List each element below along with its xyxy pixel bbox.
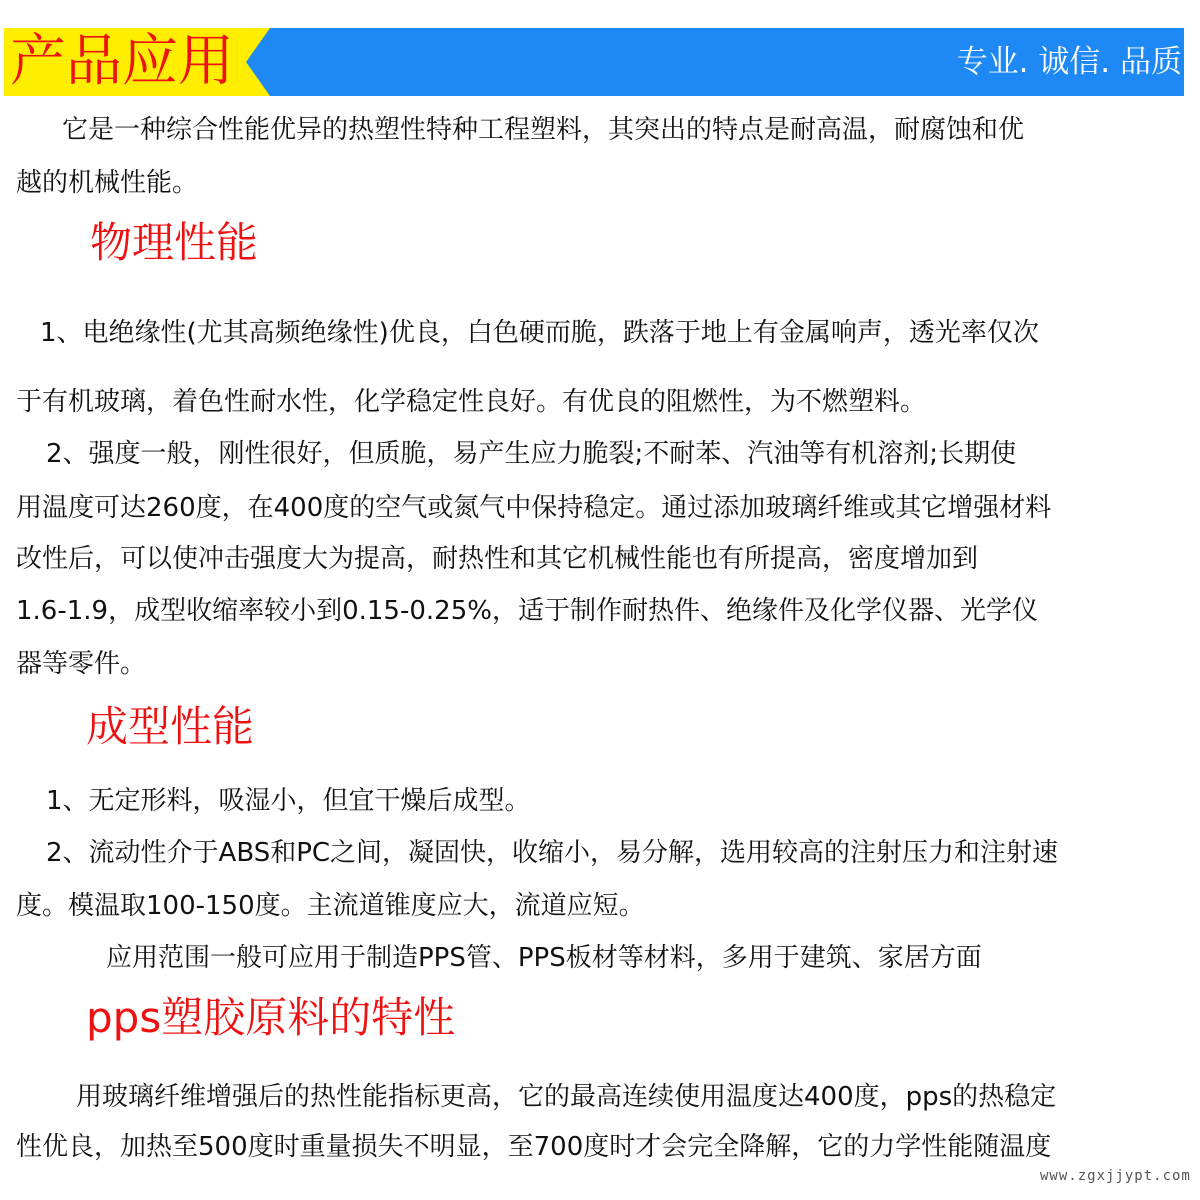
paragraph-line: 2、流动性介于ABS和PC之间，凝固快，收缩小，易分解，选用较高的注射压力和注射速: [46, 838, 1059, 868]
paragraph-line: 1、无定形料，吸湿小，但宜干燥后成型。: [46, 786, 531, 816]
section-heading-pps: pps塑胶原料的特性: [86, 993, 456, 1042]
intro-line: 它是一种综合性能优异的热塑性特种工程塑料，其突出的特点是耐高温，耐腐蚀和优: [62, 115, 1025, 145]
header-banner: [4, 28, 1184, 96]
paragraph-line: 性优良，加热至500度时重量损失不明显，至700度时才会完全降解，它的力学性能随温度: [16, 1132, 1052, 1162]
paragraph-line: 用玻璃纤维增强后的热性能指标更高，它的最高连续使用温度达400度，pps的热稳定: [76, 1082, 1057, 1112]
paragraph-line: 1.6-1.9，成型收缩率较小到0.15-0.25%，适于制作耐热件、绝缘件及化学仪器、光学仪: [16, 596, 1038, 626]
section-heading-physical: 物理性能: [90, 218, 259, 267]
paragraph-line: 用温度可达260度，在400度的空气或氮气中保持稳定。通过添加玻璃纤维或其它增强材料: [16, 493, 1052, 523]
paragraph-line: 2、强度一般，刚性很好，但质脆，易产生应力脆裂;不耐苯、汽油等有机溶剂;长期使: [46, 439, 1017, 469]
intro-line: 越的机械性能。: [16, 168, 199, 198]
banner-title: 产品应用: [10, 29, 234, 94]
paragraph-line: 器等零件。: [16, 649, 147, 679]
paragraph-line: 度。模温取100-150度。主流道锥度应大，流道应短。: [16, 891, 645, 921]
section-heading-molding: 成型性能: [86, 702, 255, 751]
watermark: www.zgxjjypt.com: [1040, 1168, 1191, 1184]
paragraph-line: 应用范围一般可应用于制造PPS管、PPS板材等材料，多用于建筑、家居方面: [106, 943, 982, 973]
banner-slogan: 专业. 诚信. 品质: [956, 44, 1182, 80]
paragraph-line: 1、电绝缘性(尤其高频绝缘性)优良，白色硬而脆，跌落于地上有金属响声，透光率仅次: [40, 318, 1039, 348]
paragraph-line: 于有机玻璃，着色性耐水性，化学稳定性良好。有优良的阻燃性，为不燃塑料。: [16, 387, 927, 417]
paragraph-line: 改性后，可以使冲击强度大为提高，耐热性和其它机械性能也有所提高，密度增加到: [16, 544, 979, 574]
